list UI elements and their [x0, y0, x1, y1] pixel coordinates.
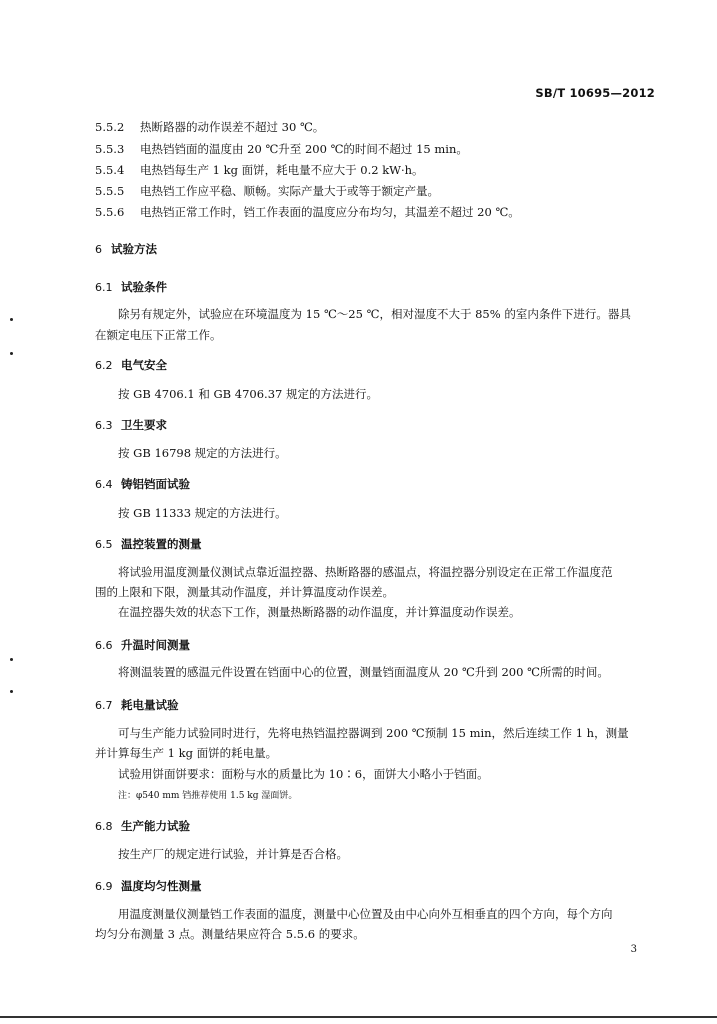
clause-5-5-4: [95, 162, 424, 178]
clause-text: 热断路器的动作误差不超过 30 ℃。: [140, 120, 325, 134]
scan-dot-mark: [10, 658, 13, 661]
clause-number: 5.5.6: [95, 205, 125, 219]
paragraph-6-3: 按 GB 16798 规定的方法进行。: [118, 446, 287, 460]
clause-number: 5.5.5: [95, 184, 125, 198]
heading-6-9: 6.9 温度均匀性测量: [95, 879, 202, 893]
clause-text: 电热铛铛面的温度由 20 ℃升至 200 ℃的时间不超过 15 min。: [140, 142, 468, 156]
clause-5-5-3: [95, 141, 468, 157]
paragraph-6-4: 按 GB 11333 规定的方法进行。: [118, 506, 287, 520]
paragraph-6-7-line1: 可与生产能力试验同时进行，先将电热铛温控器调到 200 ℃预制 15 min，然后连续工作 1 h，测量: [118, 726, 629, 740]
heading-6-5: 6.5 温控装置的测量: [95, 537, 202, 551]
section-title: 试验方法: [111, 242, 157, 256]
clause-number: 5.5.4: [95, 163, 125, 177]
paragraph-6-1-line1: 除另有规定外，试验应在环境温度为 15 ℃～25 ℃，相对湿度不大于 85% 的室内条件下进行。器具: [118, 307, 631, 321]
scan-dot-mark: [10, 690, 13, 693]
paragraph-6-8: 按生产厂的规定进行试验，并计算是否合格。: [118, 847, 348, 861]
paragraph-6-6: 将测温装置的感温元件设置在铛面中心的位置，测量铛面温度从 20 ℃升到 200 ℃所需的时间。: [118, 665, 609, 679]
clause-text: 电热铛每生产 1 kg 面饼，耗电量不应大于 0.2 kW·h。: [140, 163, 424, 177]
heading-6-4: 6.4 铸铝铛面试验: [95, 477, 190, 491]
paragraph-6-9-line2: 均匀分布测量 3 点。测量结果应符合 5.5.6 的要求。: [95, 927, 365, 941]
heading-6-8: 6.8 生产能力试验: [95, 819, 190, 833]
heading-6-1: 6.1 试验条件: [95, 280, 167, 294]
paragraph-6-9-line1: 用温度测量仪测量铛工作表面的温度，测量中心位置及由中心向外互相垂直的四个方向，每个方向: [118, 907, 613, 921]
paragraph-6-1-line2: 在额定电压下正常工作。: [95, 328, 222, 342]
note-6-7: 注：φ540 mm 铛推荐使用 1.5 kg 湿面饼。: [118, 791, 298, 801]
page-bottom-edge: [0, 1016, 717, 1018]
clause-5-5-6: [95, 204, 520, 220]
heading-6-7: 6.7 耗电量试验: [95, 698, 179, 712]
standard-code-header: SB/T 10695—2012: [535, 86, 655, 100]
clause-number: 5.5.2: [95, 120, 125, 134]
section-number: 6: [95, 243, 102, 256]
scan-dot-mark: [10, 318, 13, 321]
paragraph-6-5-line2: 围的上限和下限，测量其动作温度，并计算温度动作误差。: [95, 585, 394, 599]
heading-6-6: 6.6 升温时间测量: [95, 638, 190, 652]
clause-text: 电热铛正常工作时，铛工作表面的温度应分布均匀，其温差不超过 20 ℃。: [140, 205, 520, 219]
paragraph-6-5-line1: 将试验用温度测量仪测试点靠近温控器、热断路器的感温点，将温控器分别设定在正常工作温度范: [118, 565, 613, 579]
paragraph-6-7-line3: 试验用饼面饼要求：面粉与水的质量比为 10∶6，面饼大小略小于铛面。: [118, 767, 489, 781]
page-number: 3: [630, 944, 637, 955]
paragraph-6-7-line2: 并计算每生产 1 kg 面饼的耗电量。: [95, 746, 278, 760]
section-6-heading: [95, 241, 157, 257]
clause-text: 电热铛工作应平稳、顺畅。实际产量大于或等于额定产量。: [140, 184, 439, 198]
clause-5-5-2: [95, 119, 324, 135]
scan-dot-mark: [10, 352, 13, 355]
clause-5-5-5: [95, 183, 439, 199]
paragraph-6-5-line3: 在温控器失效的状态下工作，测量热断路器的动作温度，并计算温度动作误差。: [118, 605, 521, 619]
heading-6-2: 6.2 电气安全: [95, 358, 167, 372]
clause-number: 5.5.3: [95, 142, 125, 156]
paragraph-6-2: 按 GB 4706.1 和 GB 4706.37 规定的方法进行。: [118, 387, 379, 401]
heading-6-3: 6.3 卫生要求: [95, 418, 167, 432]
